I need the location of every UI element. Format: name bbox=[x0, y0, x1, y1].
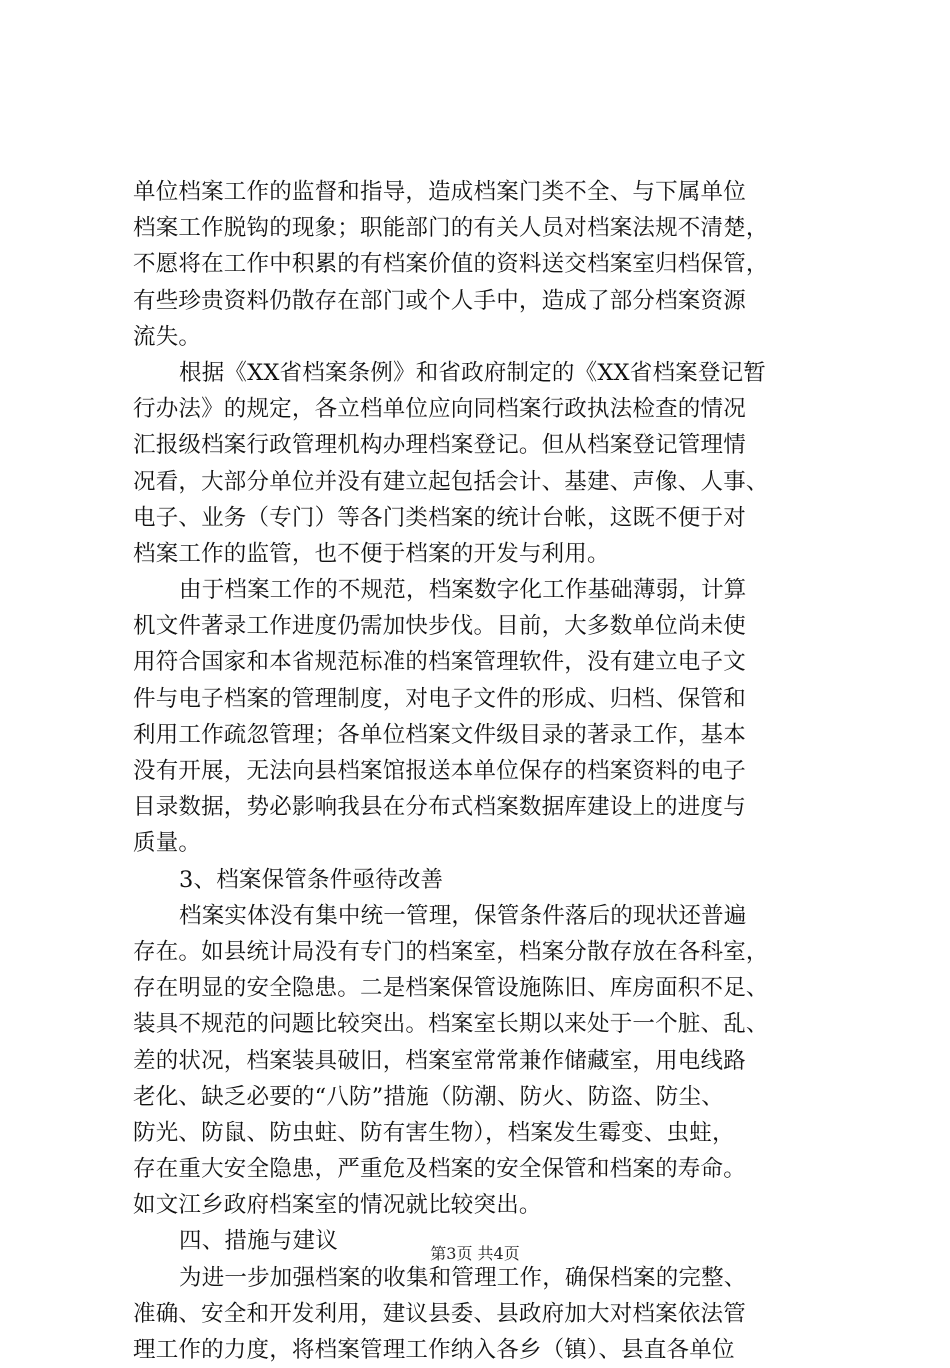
section-heading: 3、档案保管条件亟待改善 bbox=[179, 866, 444, 893]
document-body bbox=[133, 174, 833, 1368]
text-line: 没有开展，无法向县档案馆报送本单位保存的档案资料的电子 bbox=[133, 758, 746, 784]
text-line: 差的状况，档案装具破旧，档案室常常兼作储藏室，用电线路 bbox=[133, 1047, 746, 1074]
section-heading: 四、措施与建议 bbox=[179, 1228, 338, 1255]
text-line: 存在。如县统计局没有专门的档案室，档案分散存放在各科室， bbox=[133, 938, 769, 965]
text-line: 行办法》的规定，各立档单位应向同档案行政执法检查的情况 bbox=[133, 396, 746, 423]
text-line: 目录数据，势必影响我县在分布式档案数据库建设上的进度与 bbox=[133, 794, 746, 821]
text-line: 装具不规范的问题比较突出。档案室长期以来处于一个脏、乱、 bbox=[133, 1011, 769, 1038]
text-line: 汇报级档案行政管理机构办理档案登记。但从档案登记管理情 bbox=[133, 432, 746, 459]
page-footer: 第3页 共4页 bbox=[430, 1244, 520, 1263]
paragraph-start-line: 档案实体没有集中统一管理，保管条件落后的现状还普遍 bbox=[179, 902, 747, 929]
text-line: 不愿将在工作中积累的有档案价值的资料送交档案室归档保管， bbox=[133, 251, 769, 278]
text-line: 防光、防鼠、防虫蛀、防有害生物），档案发生霉变、虫蛀， bbox=[133, 1119, 735, 1146]
paragraph-start-line: 由于档案工作的不规范，档案数字化工作基础薄弱，计算 bbox=[179, 577, 747, 604]
text-line: 机文件著录工作进度仍需加快步伐。目前，大多数单位尚未使 bbox=[133, 613, 746, 640]
paragraph-start-line: 为进一步加强档案的收集和管理工作，确保档案的完整、 bbox=[179, 1264, 747, 1291]
text-line: 件与电子档案的管理制度，对电子文件的形成、归档、保管和 bbox=[133, 685, 746, 712]
text-line: 况看，大部分单位并没有建立起包括会计、基建、声像、人事、 bbox=[133, 468, 769, 495]
text-line: 档案工作的监管，也不便于档案的开发与利用。 bbox=[133, 540, 610, 567]
paragraph-start-line: 根据《XX省档案条例》和省政府制定的《XX省档案登记暂 bbox=[179, 359, 766, 386]
text-line: 如文江乡政府档案室的情况就比较突出。 bbox=[133, 1192, 542, 1219]
text-line: 流失。 bbox=[133, 323, 202, 350]
text-line: 准确、安全和开发利用，建议县委、县政府加大对档案依法管 bbox=[133, 1300, 746, 1327]
text-line: 电子、业务（专门）等各门类档案的统计台帐，这既不便于对 bbox=[133, 504, 746, 531]
text-line: 利用工作疏忽管理；各单位档案文件级目录的著录工作，基本 bbox=[133, 721, 746, 748]
text-line: 单位档案工作的监督和指导，造成档案门类不全、与下属单位 bbox=[133, 179, 746, 205]
text-line: 存在明显的安全隐患。二是档案保管设施陈旧、库房面积不足、 bbox=[133, 975, 769, 1002]
text-line: 存在重大安全隐患，严重危及档案的安全保管和档案的寿命。 bbox=[133, 1156, 746, 1183]
text-line: 理工作的力度，将档案管理工作纳入各乡（镇）、县直各单位 bbox=[133, 1337, 735, 1363]
text-line: 档案工作脱钩的现象；职能部门的有关人员对档案法规不清楚， bbox=[133, 215, 769, 242]
text-line: 有些珍贵资料仍散存在部门或个人手中，造成了部分档案资源 bbox=[133, 287, 746, 314]
text-line: 用符合国家和本省规范标准的档案管理软件，没有建立电子文 bbox=[133, 649, 746, 676]
text-line: 质量。 bbox=[133, 830, 202, 857]
text-line: 老化、缺乏必要的“八防”措施（防潮、防火、防盗、防尘、 bbox=[133, 1083, 724, 1110]
